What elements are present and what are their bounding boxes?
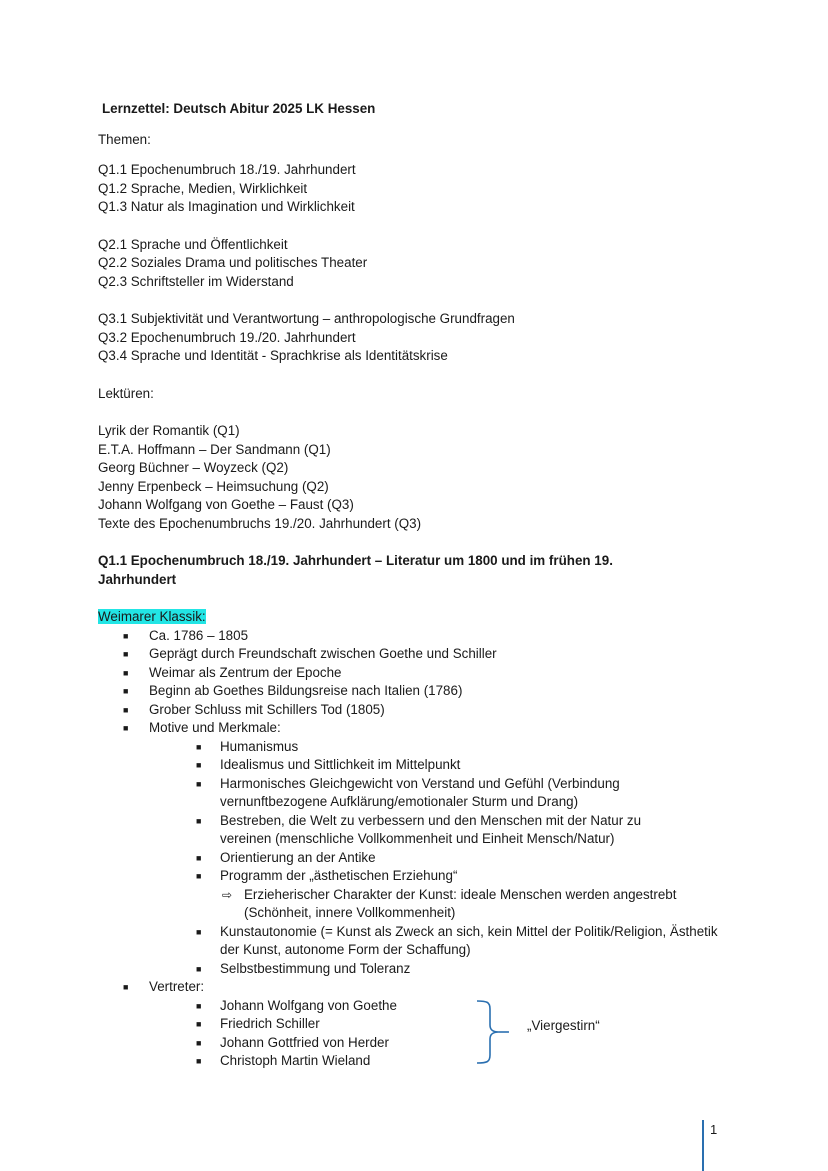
list-item — [98, 756, 758, 775]
list-item-text: Friedrich Schiller — [220, 1016, 320, 1031]
bullet-icon: ■ — [196, 1000, 202, 1011]
page-number-bar — [702, 1120, 704, 1171]
motive-list — [149, 738, 758, 979]
thema-item: Q2.1 Sprache und Öffentlichkeit — [98, 236, 288, 252]
list-item — [98, 997, 758, 1016]
list-item-text: Kunstautonomie (= Kunst als Zweck an sich, kein Mittel der Politik/Religion, Ästhetik der Kunst, autonome Form der Schaffung) — [220, 923, 718, 957]
erziehung-sublist — [220, 886, 758, 923]
list-item — [98, 664, 758, 683]
list-item-text: Grober Schluss mit Schillers Tod (1805) — [149, 701, 385, 717]
bullet-icon: ■ — [196, 741, 202, 752]
bullet-icon: ■ — [123, 723, 129, 733]
list-item-text: Programm der „ästhetischen Erziehung“ — [220, 868, 458, 883]
list-item — [98, 719, 758, 978]
document-title: Lernzettel: Deutsch Abitur 2025 LK Hessen — [102, 101, 376, 116]
bullet-icon: ■ — [123, 704, 129, 715]
bullet-icon: ■ — [123, 649, 129, 659]
list-item-text: Harmonisches Gleichgewicht von Verstand und Gefühl (Verbindung vernunftbezogene Aufklärung/emotionaler Sturm und Drang) — [220, 775, 620, 809]
thema-item: Q1.1 Epochenumbruch 18./19. Jahrhundert — [98, 162, 356, 177]
list-item — [98, 1034, 758, 1053]
list-item-text: Christoph Martin Wieland — [220, 1053, 371, 1068]
list-item-text: Johann Wolfgang von Goethe — [220, 997, 397, 1013]
list-item — [98, 849, 758, 868]
list-item-text: Beginn ab Goethes Bildungsreise nach Italien (1786) — [149, 683, 463, 698]
bullet-icon: ■ — [196, 778, 202, 789]
bullet-icon: ■ — [196, 815, 202, 826]
document-page — [98, 100, 758, 1071]
klassik-label: Weimarer Klassik: — [98, 609, 206, 624]
bullet-icon: ■ — [196, 1037, 202, 1048]
bullet-icon: ■ — [196, 760, 202, 770]
lektuere-item: Lyrik der Romantik (Q1) — [98, 423, 240, 438]
vertreter-group — [149, 997, 758, 1071]
thema-item: Q3.4 Sprache und Identität - Sprachkrise als Identitätskrise — [98, 348, 448, 363]
list-item — [98, 923, 720, 960]
list-item — [98, 701, 758, 720]
bullet-icon: ■ — [123, 630, 129, 641]
lektuere-item: Georg Büchner – Woyzeck (Q2) — [98, 460, 289, 475]
list-item — [98, 960, 758, 979]
lektueren-label: Lektüren: — [98, 385, 154, 401]
list-item — [98, 738, 758, 757]
thema-item: Q3.2 Epochenumbruch 19./20. Jahrhundert — [98, 329, 356, 345]
lektuere-item: Jenny Erpenbeck – Heimsuchung (Q2) — [98, 478, 329, 494]
list-item-text: Bestreben, die Welt zu verbessern und den Menschen mit der Natur zu vereinen (menschliche Vollkommenheit und Einheit Mensch/Natur) — [220, 812, 642, 846]
vertreter-group-label: „Viergestirn“ — [527, 1017, 600, 1033]
list-item — [98, 775, 680, 812]
bullet-icon: ■ — [196, 852, 202, 863]
thema-item: Q1.3 Natur als Imagination und Wirklichkeit — [98, 199, 355, 214]
list-item — [98, 645, 758, 664]
list-item-text: Orientierung an der Antike — [220, 849, 376, 865]
list-item — [98, 812, 690, 849]
thema-item: Q1.2 Sprache, Medien, Wirklichkeit — [98, 180, 308, 196]
lektuere-item: Johann Wolfgang von Goethe – Faust (Q3) — [98, 497, 354, 512]
thema-item: Q2.3 Schriftsteller im Widerstand — [98, 273, 294, 289]
vertreter-label: Vertreter: — [149, 979, 205, 994]
bullet-icon: ■ — [123, 982, 129, 992]
bullet-icon: ■ — [196, 963, 202, 974]
bullet-icon: ■ — [123, 686, 129, 696]
list-item-text: Johann Gottfried von Herder — [220, 1034, 389, 1050]
vertreter-list — [149, 997, 758, 1071]
bullet-icon: ■ — [196, 1019, 202, 1029]
list-item-text: Ca. 1786 – 1805 — [149, 627, 249, 643]
list-item — [98, 627, 758, 646]
thema-item: Q3.1 Subjektivität und Verantwortung – anthropologische Grundfragen — [98, 311, 515, 326]
list-item-text: Humanismus — [220, 738, 299, 754]
arrow-right-icon: ⇨ — [222, 887, 233, 902]
list-item-text: Selbstbestimmung und Toleranz — [220, 960, 411, 976]
lektuere-item: Texte des Epochenumbruchs 19./20. Jahrhundert (Q3) — [98, 515, 422, 531]
list-item-text: Idealismus und Sittlichkeit im Mittelpunkt — [220, 757, 461, 772]
list-item-text: Geprägt durch Freundschaft zwischen Goethe und Schiller — [149, 646, 497, 661]
bullet-icon: ■ — [196, 926, 202, 937]
motive-label: Motive und Merkmale: — [149, 720, 281, 735]
bullet-icon: ■ — [196, 1056, 202, 1066]
list-item — [98, 867, 758, 923]
thema-item: Q2.2 Soziales Drama und politisches Theater — [98, 255, 368, 270]
list-item — [98, 1015, 758, 1034]
bullet-icon: ■ — [123, 667, 129, 678]
list-item-text: Erzieherischer Charakter der Kunst: ideale Menschen werden angestrebt (Schönheit, innere Vollkommenheit) — [244, 886, 677, 920]
lektuere-item: E.T.A. Hoffmann – Der Sandmann (Q1) — [98, 441, 331, 457]
list-item — [98, 1052, 758, 1071]
section-heading: Q1.1 Epochenumbruch 18./19. Jahrhundert – Literatur um 1800 und im frühen 19. Jahrhundert — [98, 553, 613, 587]
bullet-icon: ■ — [196, 871, 202, 881]
themen-label: Themen: — [98, 131, 151, 147]
curly-brace-icon — [475, 997, 519, 1067]
list-item — [98, 682, 758, 701]
klassik-list — [98, 627, 758, 1071]
list-item — [98, 978, 758, 1071]
list-item — [98, 886, 722, 923]
list-item-text: Weimar als Zentrum der Epoche — [149, 664, 342, 680]
page-number: 1 — [710, 1122, 718, 1137]
